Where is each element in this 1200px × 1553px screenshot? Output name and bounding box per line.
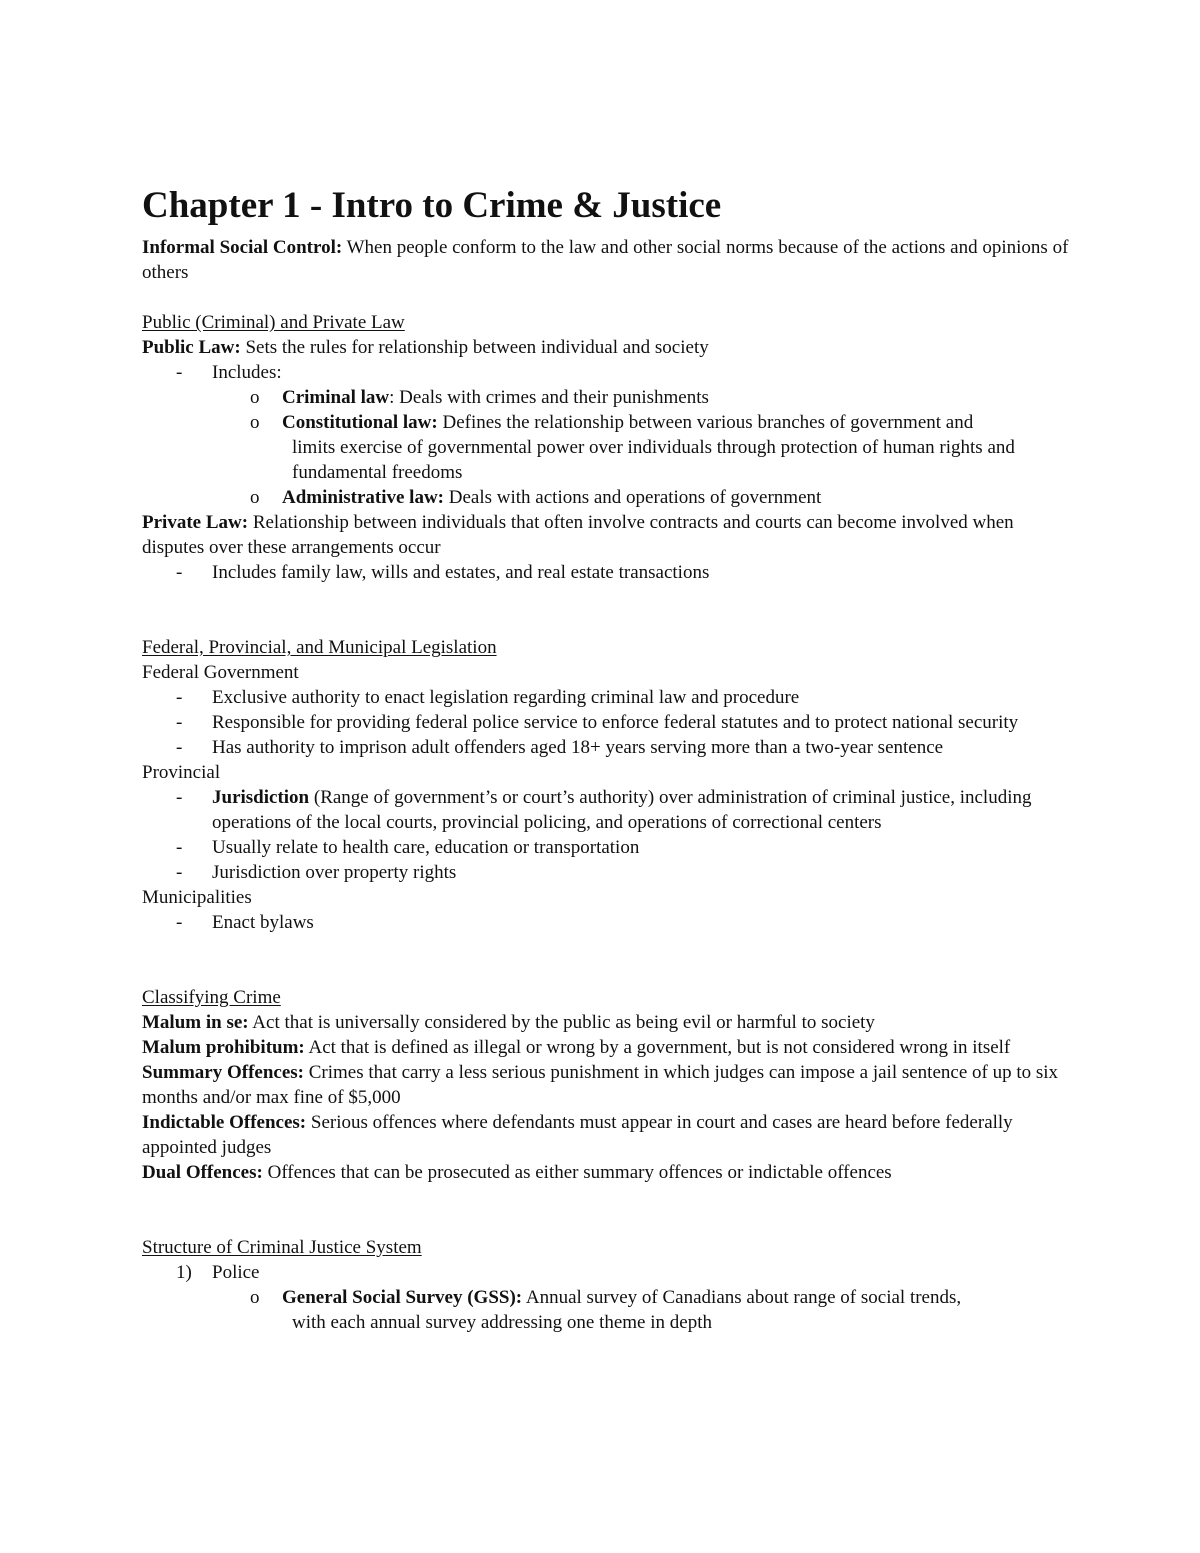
term-label: Public Law: (142, 337, 241, 358)
municipal-list (142, 910, 1070, 935)
federal-label: Federal Government (142, 662, 299, 683)
term-definition: When people conform to the law and other social norms because of the actions and opinions of others (142, 237, 1069, 283)
term-label: Administrative law: (282, 487, 445, 508)
dash-bullet: - (176, 912, 183, 933)
term-definition: (Range of government’s or court’s authority) over administration of criminal justice, including operations of the local courts, provincial policing, and operations of correctional centers (212, 787, 1032, 833)
list-item: - Has authority to imprison adult offenders aged 18+ years serving more than a two-year sentence (176, 737, 944, 758)
list-item (142, 385, 1070, 410)
dash-bullet: - (176, 737, 183, 758)
private-law-entry (142, 510, 1070, 560)
police-sublist (142, 1285, 1070, 1335)
term-label: General Social Survey (GSS): (282, 1287, 523, 1308)
dash-bullet: - (176, 787, 183, 808)
term-label: Indictable Offences: (142, 1112, 307, 1133)
term-label: Criminal law (282, 387, 390, 408)
classification-entry (142, 1010, 1070, 1035)
private-law-list (142, 560, 1070, 585)
term-label: Summary Offences: (142, 1062, 304, 1083)
public-law-list (142, 360, 1070, 385)
dash-bullet: - (176, 687, 183, 708)
list-item: - Includes: (176, 362, 282, 383)
dash-bullet: - (176, 362, 183, 383)
term-label: Private Law: (142, 512, 249, 533)
classification-entry (142, 1160, 1070, 1185)
section-heading-legislation: Federal, Provincial, and Municipal Legislation (142, 637, 497, 658)
term-label: Informal Social Control: (142, 237, 343, 258)
term-definition: Relationship between individuals that often involve contracts and courts can become involved when disputes over these arrangements occur (142, 512, 1014, 558)
list-item (142, 410, 1070, 485)
dash-bullet: - (176, 862, 183, 883)
informal-social-control (142, 235, 1070, 285)
term-definition: Crimes that carry a less serious punishment in which judges can impose a jail sentence of up to six months and/or max fine of $5,000 (142, 1062, 1059, 1108)
provincial-list (142, 785, 1070, 885)
list-item: - Includes family law, wills and estates, and real estate transactions (176, 562, 710, 583)
term-definition: Annual survey of Canadians about range of social trends, (522, 1287, 962, 1308)
list-item: - Enact bylaws (176, 912, 314, 933)
classification-entry (142, 1110, 1070, 1160)
section-heading-public-private: Public (Criminal) and Private Law (142, 312, 405, 333)
term-definition-continued: limits exercise of governmental power over individuals through protection of human rights and fundamental freedoms (292, 437, 1015, 483)
section-heading-classifying: Classifying Crime (142, 987, 281, 1008)
list-item: - Responsible for providing federal police service to enforce federal statutes and to protect national security (176, 712, 1019, 733)
circle-bullet: o (250, 412, 260, 433)
term-definition: : Deals with crimes and their punishments (389, 387, 709, 408)
list-item: - Exclusive authority to enact legislation regarding criminal law and procedure (176, 687, 800, 708)
list-item (142, 1285, 1070, 1335)
dash-bullet: - (176, 837, 183, 858)
term-definition-continued: with each annual survey addressing one theme in depth (292, 1312, 712, 1333)
list-item: - Jurisdiction over property rights (176, 862, 457, 883)
dash-bullet: - (176, 712, 183, 733)
term-definition: Deals with actions and operations of government (444, 487, 822, 508)
term-label: Jurisdiction (212, 787, 310, 808)
list-item: 1) Police (176, 1262, 260, 1283)
term-definition: Defines the relationship between various branches of government and (437, 412, 974, 433)
term-label: Malum in se: (142, 1012, 249, 1033)
term-definition: Act that is universally considered by the public as being evil or harmful to society (248, 1012, 875, 1033)
public-law-entry (142, 335, 1070, 360)
classification-entry (142, 1060, 1070, 1110)
public-law-sublist (142, 385, 1070, 510)
structure-list (142, 1260, 1070, 1285)
municipal-label: Municipalities (142, 887, 252, 908)
term-definition: Offences that can be prosecuted as either summary offences or indictable offences (262, 1162, 892, 1183)
list-item (142, 785, 1070, 835)
list-item (142, 485, 1070, 510)
classification-entry (142, 1035, 1070, 1060)
section-heading-structure: Structure of Criminal Justice System (142, 1237, 422, 1258)
federal-list (142, 685, 1070, 760)
list-item: - Usually relate to health care, education or transportation (176, 837, 640, 858)
dash-bullet: - (176, 562, 183, 583)
term-label: Constitutional law: (282, 412, 438, 433)
page-title: Chapter 1 - Intro to Crime & Justice (142, 185, 722, 226)
circle-bullet: o (250, 1287, 260, 1308)
circle-bullet: o (250, 387, 260, 408)
term-definition: Sets the rules for relationship between individual and society (240, 337, 709, 358)
term-label: Malum prohibitum: (142, 1037, 305, 1058)
term-definition: Act that is defined as illegal or wrong by a government, but is not considered wrong in itself (304, 1037, 1011, 1058)
provincial-label: Provincial (142, 762, 221, 783)
circle-bullet: o (250, 487, 260, 508)
term-label: Dual Offences: (142, 1162, 263, 1183)
number-bullet: 1) (176, 1262, 192, 1283)
term-definition: Serious offences where defendants must appear in court and cases are heard before federally appointed judges (142, 1112, 1013, 1158)
